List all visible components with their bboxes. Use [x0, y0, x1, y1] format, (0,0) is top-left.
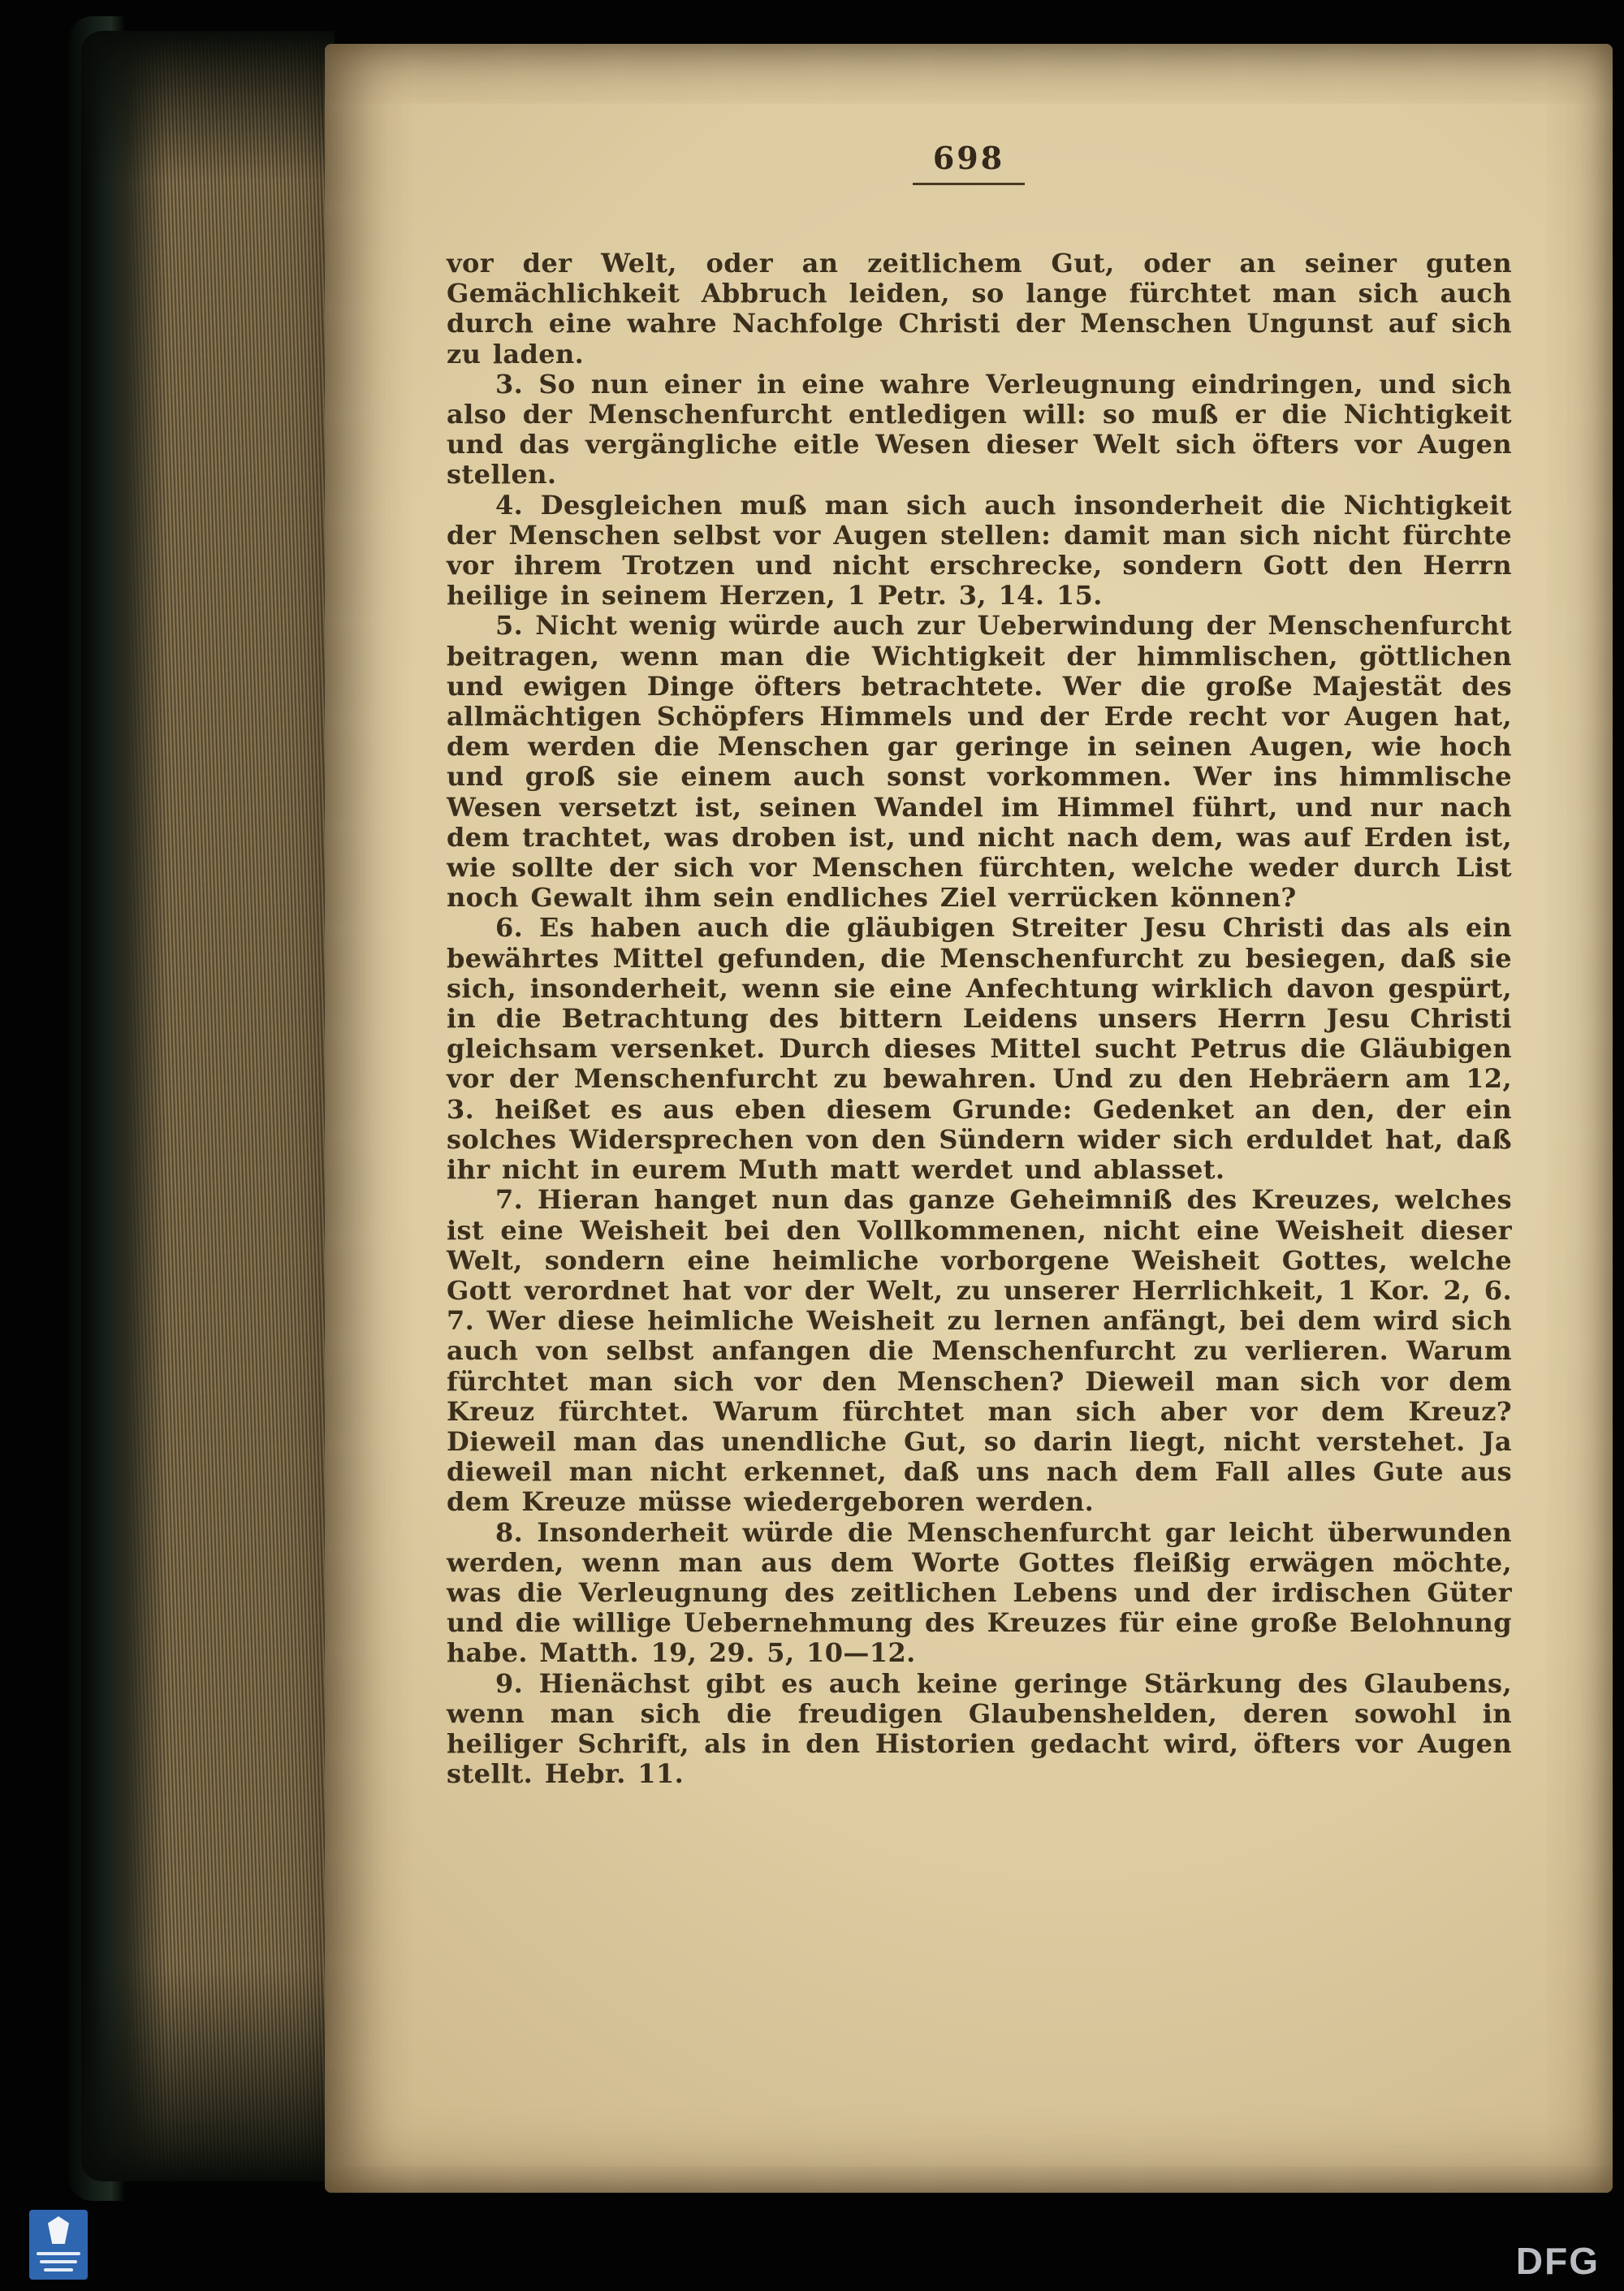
- stamp-shield-icon: [48, 2216, 69, 2244]
- stamp-text-line: [44, 2268, 73, 2272]
- paragraph: 5. Nicht wenig würde auch zur Ueberwindung der Menschenfurcht beitragen, wenn man die Wichtigkeit der himmlischen, göttlichen und ewigen Dinge öfters betrachtete. Wer die große Majestät des allmächtigen Schöpfers Himmels und der Erde recht vor Augen hat, dem werden die Menschen gar geringe in seinen Augen, wie hoch und groß sie einem auch sonst vorkommen. Wer ins himmlische Wesen versetzt ist, seinen Wandel im Himmel führt, und nur nach dem trachtet, was droben ist, und nicht nach dem, was auf Erden ist, wie sollte der sich vor Menschen fürchten, welche weder durch List noch Gewalt ihm sein endliches Ziel verrücken können?: [447, 610, 1512, 914]
- library-stamp-icon: [29, 2210, 88, 2280]
- dfg-logo: DFG: [1515, 2240, 1600, 2282]
- stamp-text-line: [37, 2252, 80, 2255]
- page-text: [447, 249, 1512, 1789]
- paragraph: 7. Hieran hanget nun das ganze Geheimniß des Kreuzes, welches ist eine Weisheit bei den Vollkommenen, nicht eine Weisheit dieser Welt, sondern eine heimliche vorborgene Weisheit Gottes, welche Gott verordnet hat vor der Welt, zu unserer Herrlichkeit, 1 Kor. 2, 6. 7. Wer diese heimliche Weisheit zu lernen anfängt, bei dem wird sich auch von selbst anfangen die Menschenfurcht zu verlieren. Warum fürchtet man sich vor den Menschen? Dieweil man sich vor dem Kreuz fürchtet. Warum fürchtet man sich aber vor dem Kreuz? Dieweil man das unendliche Gut, so darin liegt, nicht verstehet. Ja dieweil man nicht erkennet, daß uns nach dem Fall alles Gute aus dem Kreuze müsse wiedergeboren werden.: [447, 1184, 1512, 1518]
- page-number: 698: [932, 140, 1005, 176]
- page-number-rule: [913, 183, 1025, 185]
- book-page-stack: [81, 31, 335, 2181]
- book-page: [325, 44, 1613, 2193]
- paragraph: vor der Welt, oder an zeitlichem Gut, oder an seiner guten Gemächlichkeit Abbruch leiden, so lange fürchtet man sich auch durch eine wahre Nachfolge Christi der Menschen Ungunst auf sich zu laden.: [447, 248, 1512, 370]
- stamp-text-line: [40, 2260, 77, 2263]
- page-header: [325, 140, 1613, 185]
- paragraph: 6. Es haben auch die gläubigen Streiter Jesu Christi das als ein bewährtes Mittel gefunden, die Menschenfurcht zu besiegen, daß sie sich, insonderheit, wenn sie eine Anfechtung wirklich davon gespürt, in die Betrachtung des bittern Leidens unsers Herrn Jesu Christi gleichsam versenket. Durch dieses Mittel sucht Petrus die Gläubigen vor der Menschenfurcht zu bewahren. Und zu den Hebräern am 12, 3. heißet es aus eben diesem Grunde: Gedenket an den, der ein solches Widersprechen von den Sündern wider sich erduldet hat, daß ihr nicht in eurem Muth matt werdet und ablasset.: [447, 912, 1512, 1186]
- paragraph: 9. Hienächst gibt es auch keine geringe Stärkung des Glaubens, wenn man sich die freudigen Glaubenshelden, deren sowohl in heiliger Schrift, als in den Historien gedacht wird, öfters vor Augen stellt. Hebr. 11.: [447, 1667, 1512, 1790]
- paragraph: 8. Insonderheit würde die Menschenfurcht gar leicht überwunden werden, wenn man aus dem Worte Gottes fleißig erwägen möchte, was die Verleugnung des zeitlichen Lebens und der irdischen Güter und die willige Uebernehmung des Kreuzes für eine große Belohnung habe. Matth. 19, 29. 5, 10—12.: [447, 1516, 1512, 1669]
- paragraph: 4. Desgleichen muß man sich auch insonderheit die Nichtigkeit der Menschen selbst vor Augen stellen: damit man sich nicht fürchte vor ihrem Trotzen und nicht erschrecke, sondern Gott den Herrn heilige in seinem Herzen, 1 Petr. 3, 14. 15.: [447, 489, 1512, 612]
- paragraph: 3. So nun einer in eine wahre Verleugnung eindringen, und sich also der Menschenfurcht entledigen will: so muß er die Nichtigkeit und das vergängliche eitle Wesen dieser Welt sich öfters vor Augen stellen.: [447, 368, 1512, 491]
